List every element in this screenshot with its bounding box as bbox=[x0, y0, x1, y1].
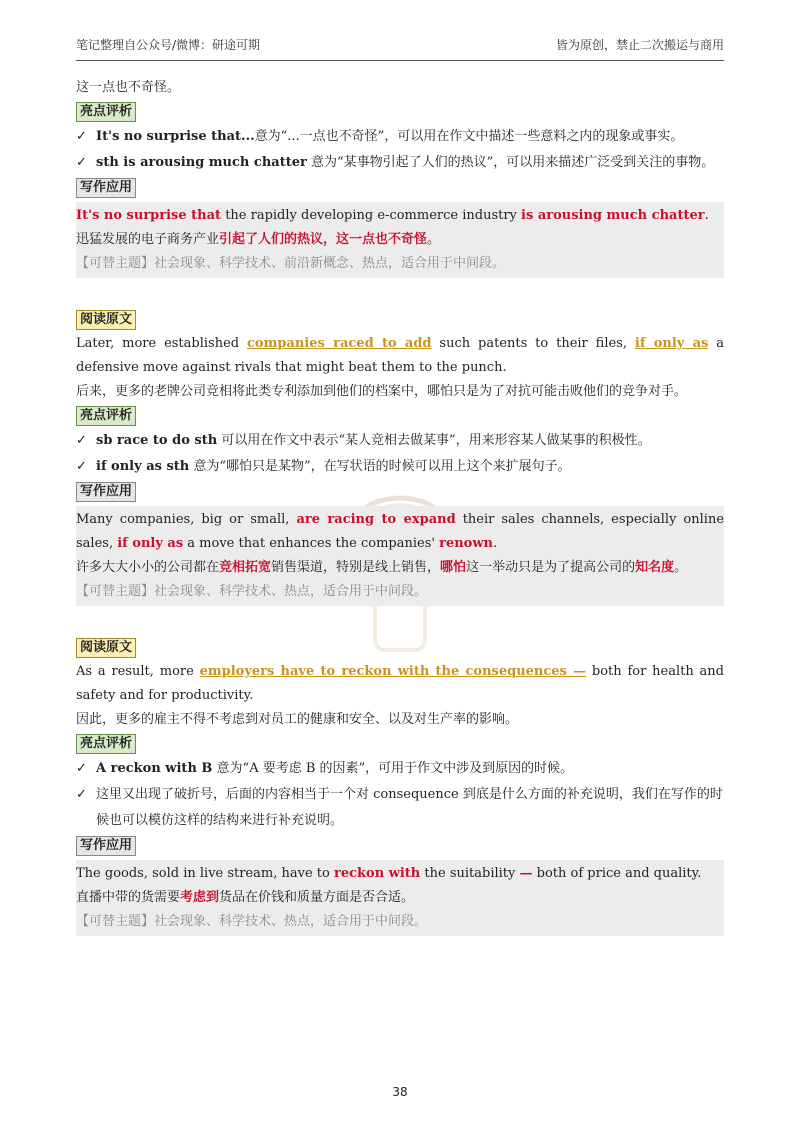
sentence-text: the rapidly developing e-commerce industry bbox=[221, 208, 522, 223]
page-header bbox=[76, 36, 724, 56]
header-left-text: 笔记整理自公众号/微博：研途可期 bbox=[76, 38, 261, 52]
bullet-text: 意为“某事物引起了人们的热议”，可以用来描述广泛受到关注的事物。 bbox=[310, 155, 715, 170]
highlight-tag: 亮点评析 bbox=[76, 734, 136, 754]
section1-intro: 这一点也不奇怪。 bbox=[76, 80, 181, 95]
original-english: As a result, more employers have to reckon with the consequences — both for health and safety and for productivity. bbox=[76, 664, 724, 703]
bullet-item bbox=[76, 756, 724, 782]
writing-tag: 写作应用 bbox=[76, 178, 136, 198]
alt-topic-text: 社会现象、科学技术、前沿新概念、热点，适合用于中间段。 bbox=[154, 256, 506, 271]
writing-example-box: The goods, sold in live stream, have to reckon with the suitability — both of price and quality. 直播中带的货需要考虑到货品在价钱和质量方面是否合适。 【可替主题】社会现象、科学技术、热点，适合用于中间段。 bbox=[76, 860, 724, 936]
term: if only as sth bbox=[96, 459, 190, 474]
bullet-item bbox=[76, 454, 724, 480]
key-phrase: companies raced to add bbox=[247, 336, 432, 351]
header-divider bbox=[76, 60, 724, 61]
writing-tag: 写作应用 bbox=[76, 836, 136, 856]
page-content bbox=[76, 76, 724, 936]
sentence-text: 。 bbox=[427, 232, 441, 247]
phrase-highlight: are racing to expand bbox=[296, 512, 456, 527]
check-icon: ✓ bbox=[76, 459, 87, 474]
phrase-highlight: is arousing much chatter bbox=[521, 208, 705, 223]
phrase-highlight: renown bbox=[439, 536, 493, 551]
phrase-highlight: It's no surprise that bbox=[76, 208, 222, 223]
check-icon: ✓ bbox=[76, 129, 87, 144]
alt-topic-text: 社会现象、科学技术、热点，适合用于中间段。 bbox=[154, 584, 428, 599]
bullet-item bbox=[76, 782, 724, 834]
original-english: Later, more established companies raced to add such patents to their files, if only as a defensive move against rivals that might beat them to the punch. bbox=[76, 336, 725, 375]
bullet-text: 意为“A 要考虑 B 的因素”，可用于作文中涉及到原因的时候。 bbox=[216, 761, 574, 776]
phrase-highlight: 竞相拓宽 bbox=[219, 560, 272, 575]
phrase-highlight: 考虑到 bbox=[180, 890, 220, 905]
alt-topic-label: 【可替主题】 bbox=[76, 584, 155, 599]
sentence-text: 迅猛发展的电子商务产业 bbox=[76, 232, 220, 247]
reading-tag: 阅读原文 bbox=[76, 310, 136, 330]
original-chinese: 后来，更多的老牌公司竞相将此类专利添加到他们的档案中，哪怕只是为了对抗可能击败他们的竞争对手。 bbox=[76, 384, 688, 399]
check-icon: ✓ bbox=[76, 787, 87, 802]
bullet-text: 意为“...一点也不奇怪”，可以用在作文中描述一些意料之内的现象或事实。 bbox=[254, 129, 684, 144]
term: It's no surprise that... bbox=[96, 129, 255, 144]
writing-example-box: Many companies, big or small, are racing to expand their sales channels, especially online sales, if only as a move that enhances the companies' renown. 许多大大小小的公司都在竞相拓宽销售渠道，特别是线上销售，哪怕这一举动只是为了提高公司的知名度。 【可替主题】社会现象、科学技术、热点，适合用于中间段。 bbox=[76, 506, 724, 606]
check-icon: ✓ bbox=[76, 155, 87, 170]
term: A reckon with B bbox=[96, 761, 213, 776]
term: sb race to do sth bbox=[96, 433, 218, 448]
sentence-text: . bbox=[704, 208, 709, 223]
key-phrase: employers have to reckon with the consequences — bbox=[199, 664, 587, 679]
phrase-highlight: — bbox=[519, 866, 533, 881]
alt-topic-label: 【可替主题】 bbox=[76, 256, 155, 271]
bullet-text: 意为“哪怕只是某物”，在写状语的时候可以用上这个来扩展句子。 bbox=[193, 459, 571, 474]
check-icon: ✓ bbox=[76, 433, 87, 448]
bullet-item bbox=[76, 428, 724, 454]
bullet-text: 可以用在作文中表示“某人竞相去做某事”，用来形容某人做某事的积极性。 bbox=[221, 433, 651, 448]
check-icon: ✓ bbox=[76, 761, 87, 776]
term: sth is arousing much chatter bbox=[96, 155, 307, 170]
writing-example-box bbox=[76, 202, 724, 278]
phrase-highlight: 知名度 bbox=[635, 560, 675, 575]
original-chinese: 因此，更多的雇主不得不考虑到对员工的健康和安全、以及对生产率的影响。 bbox=[76, 712, 519, 727]
highlight-tag: 亮点评析 bbox=[76, 406, 136, 426]
alt-topic-label: 【可替主题】 bbox=[76, 914, 155, 929]
reading-tag: 阅读原文 bbox=[76, 638, 136, 658]
phrase-highlight: 引起了人们的热议，这一点也不奇怪 bbox=[219, 232, 428, 247]
page-number: 38 bbox=[392, 1085, 408, 1099]
header-right-text: 皆为原创，禁止二次搬运与商用 bbox=[555, 38, 724, 52]
bullet-text: 这里又出现了破折号，后面的内容相当于一个对 consequence 到底是什么方面的补充说明，我们在写作的时候也可以模仿这样的结构来进行补充说明。 bbox=[96, 787, 723, 828]
writing-tag: 写作应用 bbox=[76, 482, 136, 502]
alt-topic-text: 社会现象、科学技术、热点，适合用于中间段。 bbox=[154, 914, 428, 929]
key-phrase: if only as bbox=[634, 336, 709, 351]
bullet-item bbox=[76, 124, 724, 150]
bullet-item bbox=[76, 150, 724, 176]
phrase-highlight: reckon with bbox=[333, 866, 421, 881]
highlight-tag: 亮点评析 bbox=[76, 102, 136, 122]
phrase-highlight: 哪怕 bbox=[440, 560, 467, 575]
phrase-highlight: if only as bbox=[117, 536, 184, 551]
